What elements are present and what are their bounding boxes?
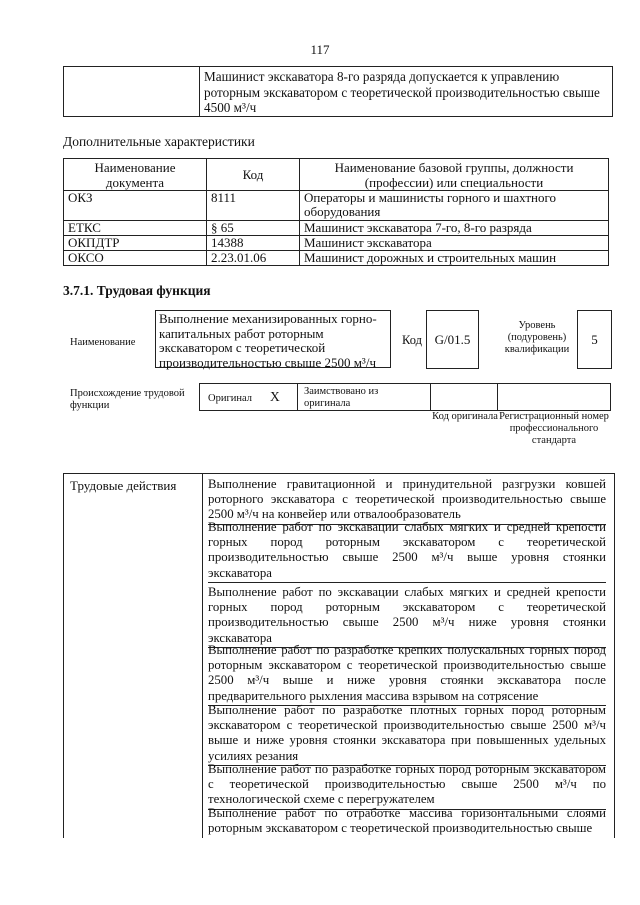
labor-actions-table: [63, 473, 615, 838]
doc-cell: ОКСО: [64, 251, 207, 266]
origin-table: [199, 383, 611, 411]
labor-action-item: Выполнение работ по отработке массива горизонтальными слоями роторным экскаватором с теоретической производительностью свыше: [208, 806, 606, 836]
table-row: [64, 221, 609, 236]
code-cell: 2.23.01.06: [207, 251, 300, 266]
original-label: Оригинал: [208, 393, 252, 404]
labor-action-item: Выполнение работ по экскавации слабых мягких и средней крепости горных пород роторным экскаватором с теоретической производительностью свыше 2500 м³/ч выше уровня стоянки экскаватора: [208, 520, 606, 583]
origin-label: Происхождение трудовой функции: [70, 388, 185, 411]
function-name-value: Выполнение механизированных горно-капитальных работ роторным экскаватором с теоретической производительностью свыше 2500 м³/ч: [155, 310, 391, 368]
header-group-name: Наименование базовой группы, должности (профессии) или специальности: [300, 159, 609, 191]
labor-action-item: Выполнение работ по разработке плотных горных пород роторным экскаватором с теоретической производительностью свыше 2500 м³/ч выше и ниже уровня стоянки экскаватора при повышенных удельных усилиях резания: [208, 703, 606, 766]
name-cell: Машинист экскаватора: [300, 236, 609, 251]
divider: [297, 384, 298, 410]
registration-number-label: Регистрационный номер профессионального стандарта: [499, 411, 609, 446]
qualification-level-label: Уровень (подуровень) квалификации: [504, 320, 570, 355]
qualification-level-value: 5: [577, 310, 612, 369]
empty-cell: [64, 67, 200, 116]
labor-actions-label: Трудовые действия: [70, 478, 177, 493]
name-cell: Машинист дорожных и строительных машин: [300, 251, 609, 266]
header-code: Код: [207, 159, 300, 191]
additional-characteristics-caption: Дополнительные характеристики: [63, 134, 255, 149]
doc-cell: ОКПДТР: [64, 236, 207, 251]
labor-action-item: Выполнение работ по разработке крепких полускальных горных пород роторным экскаватором с теоретической производительностью свыше 2500 м³/ч выше и ниже уровня стоянки экскаватора после предварительного рыхления массива взрывом на сотрясение: [208, 643, 606, 706]
qualification-note-table: [63, 66, 613, 117]
table-row: [64, 236, 609, 251]
divider: [430, 384, 431, 410]
additional-characteristics-table: [63, 158, 609, 266]
doc-cell: ЕТКС: [64, 221, 207, 236]
code-label: Код: [402, 333, 422, 347]
divider: [497, 384, 498, 410]
labor-function-heading: 3.7.1. Трудовая функция: [63, 283, 211, 298]
original-mark: X: [270, 389, 280, 404]
function-code-value: G/01.5: [426, 310, 479, 369]
code-original-label: Код оригинала: [432, 411, 498, 422]
divider: [202, 474, 203, 838]
table-row: [64, 191, 609, 221]
code-cell: § 65: [207, 221, 300, 236]
doc-cell: ОКЗ: [64, 191, 207, 221]
table-row: [64, 251, 609, 266]
code-cell: 14388: [207, 236, 300, 251]
code-cell: 8111: [207, 191, 300, 221]
name-cell: Машинист экскаватора 7-го, 8-го разряда: [300, 221, 609, 236]
borrowed-label: Заимствовано из оригинала: [304, 386, 379, 409]
header-document-name: Наименование документа: [64, 159, 207, 191]
labor-action-item: Выполнение работ по разработке горных пород роторным экскаватором с теоретической производительностью свыше 2500 м³/ч по технологической схеме с перегружателем: [208, 762, 606, 810]
name-cell: Операторы и машинисты горного и шахтного оборудования: [300, 191, 609, 221]
labor-action-item: Выполнение гравитационной и принудительной разгрузки ковшей роторного экскаватора с теоретической производительностью свыше 2500 м³/ч на конвейер или отвалообразователь: [208, 477, 606, 525]
page-number: 117: [310, 42, 330, 57]
labor-action-item: Выполнение работ по экскавации слабых мягких и средней крепости горных пород роторным экскаватором с теоретической производительностью свыше 2500 м³/ч ниже уровня стоянки экскаватора: [208, 585, 606, 648]
name-label: Наименование: [70, 337, 136, 348]
qualification-note: Машинист экскаватора 8-го разряда допускается к управлению роторным экскаватором с теоретической производительностью свыше 4500 м³/ч: [204, 69, 600, 115]
